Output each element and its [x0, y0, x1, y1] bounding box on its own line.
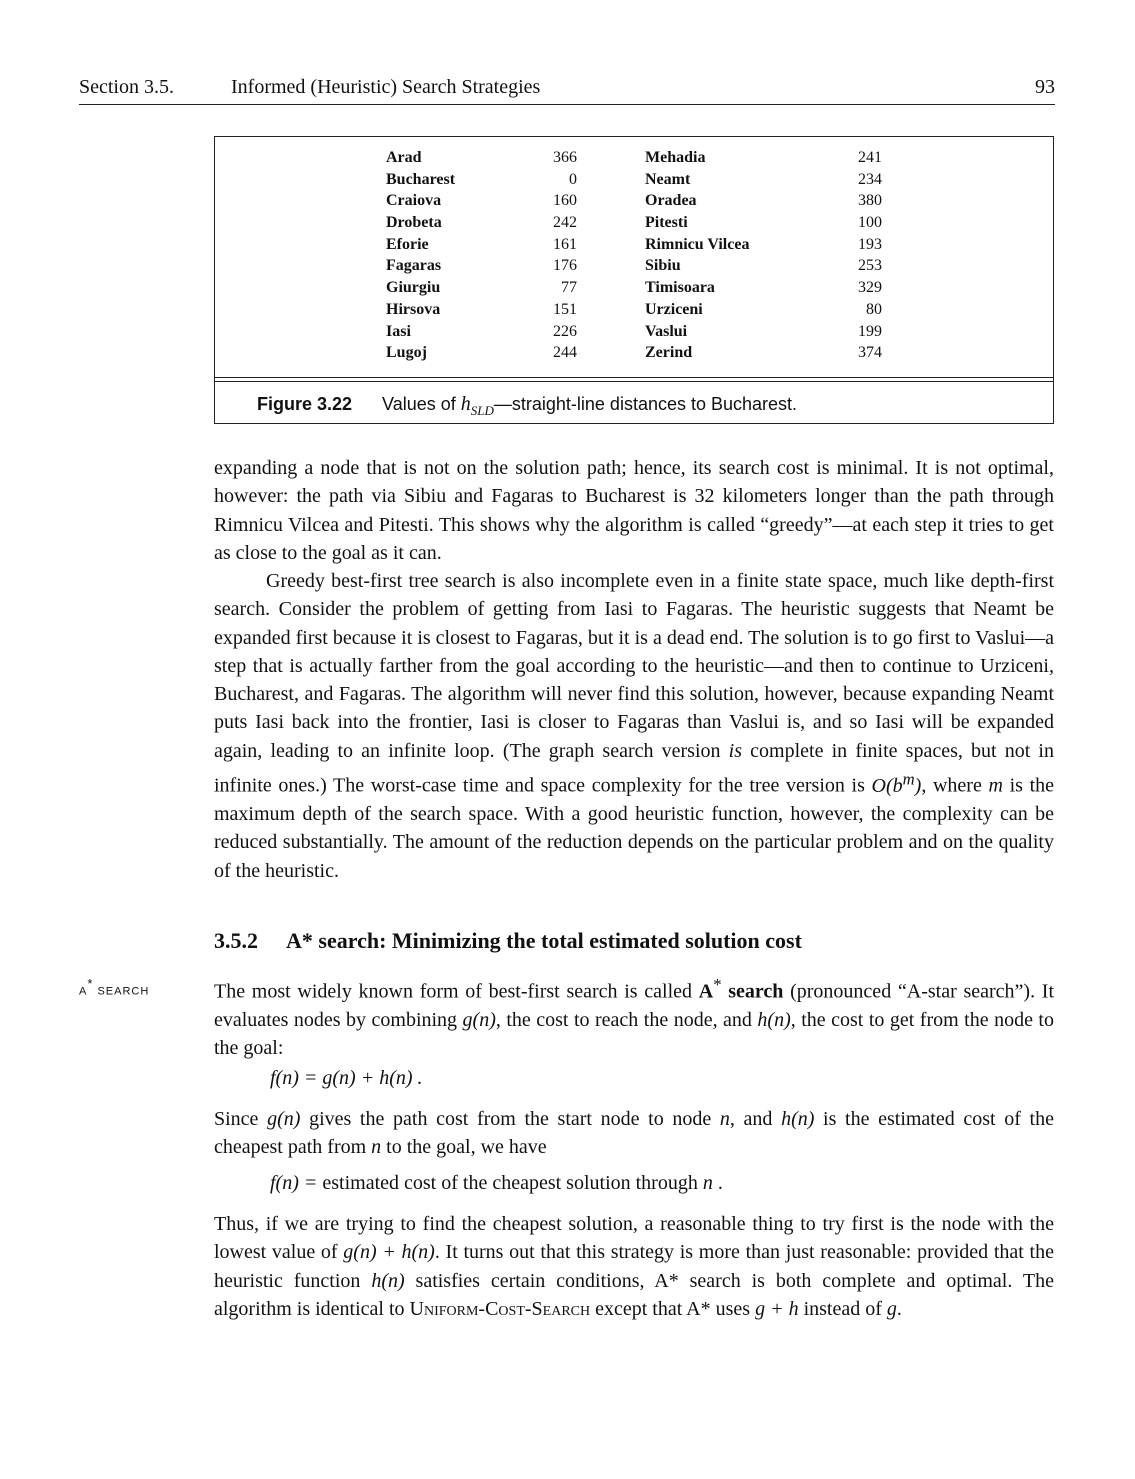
p5-text: instead of — [798, 1297, 887, 1320]
city-name: Urziceni — [645, 300, 703, 318]
paragraph-5 — [214, 1210, 1054, 1323]
city-name: Fagaras — [386, 257, 442, 275]
city-distance: 244 — [553, 344, 577, 362]
city-name: Zerind — [645, 344, 693, 362]
equation-f-n-estimate — [270, 1172, 723, 1195]
margin-search: SEARCH — [93, 985, 150, 998]
figure-divider — [215, 377, 1053, 378]
city-distance: 242 — [553, 214, 577, 232]
margin-note-a-star-search — [79, 978, 149, 998]
math-n: n — [371, 1136, 382, 1159]
city-distance: 0 — [569, 170, 577, 188]
city-distance: 100 — [858, 214, 882, 232]
figure-label: Figure 3.22 — [257, 394, 353, 414]
p2-text: complete in finite spaces, but not in infinite ones.) The worst-case time and space complexity for the tree version is — [214, 739, 1054, 797]
caption-pre: Values of — [382, 394, 461, 414]
uniform-cost-search-name: Uniform-Cost-Search — [409, 1297, 591, 1320]
city-name: Timisoara — [645, 279, 715, 297]
figure-3-22 — [214, 136, 1054, 424]
paragraph-4 — [214, 1105, 1054, 1162]
p2-text: is the maximum depth of the search space. With a good heuristic function, however, the complexity can be reduced substantially. The amount of the reduction depends on the particular problem and on the quality of the heuristic. — [214, 774, 1055, 882]
page-number: 93 — [1035, 76, 1055, 98]
p5-text: except that A* uses — [590, 1297, 756, 1320]
eq2-n: n — [702, 1172, 713, 1194]
math-n: n — [719, 1108, 730, 1130]
math-g-n: g(n) — [267, 1108, 301, 1130]
math-h-n: h(n) — [781, 1108, 815, 1130]
city-distance: 193 — [858, 235, 882, 253]
p4-text: is the estimated cost of the cheapest path from — [214, 1108, 1054, 1159]
p4-text: to the goal, we have — [381, 1136, 547, 1159]
sld-subscript: SLD — [470, 403, 494, 418]
margin-star: * — [87, 976, 94, 991]
p3-text: (pronounced “A-star search”). It evaluates nodes by combining — [214, 980, 1054, 1031]
p5-text: satisfies certain conditions, A* search is both complete and optimal. The algorithm is identical to — [214, 1269, 1054, 1320]
city-distance: 77 — [561, 279, 577, 297]
city-name: Iasi — [386, 322, 411, 340]
eq2-text: estimated cost of the cheapest solution through — [317, 1172, 703, 1194]
big-o-expression — [871, 769, 922, 797]
city-name: Vaslui — [645, 322, 688, 340]
eq2-lhs: f(n) = — [270, 1172, 318, 1194]
math-g-plus-h: g(n) + h(n) — [343, 1241, 435, 1264]
section-label: Section 3.5. — [79, 76, 174, 98]
hsld-symbol — [460, 393, 494, 418]
math-h-n: h(n) — [371, 1269, 405, 1292]
city-name: Lugoj — [386, 344, 427, 362]
equation-f-n: f(n) = g(n) + h(n) . — [270, 1067, 423, 1089]
city-name: Pitesti — [645, 214, 688, 232]
figure-divider — [215, 381, 1053, 382]
term-a: A — [698, 980, 714, 1003]
city-name: Giurgiu — [386, 279, 441, 297]
p3-text: , the cost to get from the node to the goal: — [214, 1008, 1054, 1060]
city-distance: 329 — [858, 279, 882, 297]
city-distance: 380 — [858, 192, 882, 210]
city-distance: 151 — [553, 300, 577, 318]
city-name: Arad — [386, 149, 422, 166]
p2-text: Greedy best-first tree search is also incomplete even in a finite state space, much like depth-first search. Consider the problem of getting from Iasi to Fagaras. The heuristic suggests that Neamt be expanded first because it is closest to Fagaras, but it is a dead end. The solution is to go first to Vaslui—a step that is actually farther from the goal according to the heuristic—and then to continue to Urziceni, Bucharest, and Fagaras. The algorithm will never find this solution, however, because expanding Neamt puts Iasi back into the frontier, Iasi is closer to Fagaras than Vaslui is, and so Iasi will be expanded again, leading to an infinite loop. (The graph search version — [214, 570, 1054, 762]
chapter-title: Informed (Heuristic) Search Strategies — [231, 76, 541, 98]
heading-number: 3.5.2 — [214, 928, 258, 953]
paragraph-2 — [214, 567, 1054, 885]
paragraph-1: expanding a node that is not on the solution path; hence, its search cost is minimal. It is not optimal, however: the path via Sibiu and Fagaras to Bucharest is 32 kilometers longer than the path through Rimnicu Vilcea and Pitesti. This shows why the algorithm is called “greedy”—at each step it tries to get as close to the goal as it can. — [214, 457, 1054, 564]
city-name: Craiova — [386, 192, 442, 210]
city-name: Sibiu — [645, 257, 681, 275]
h-symbol: h — [460, 393, 471, 415]
section-heading — [214, 928, 802, 954]
math-g-plus-h: g + h — [755, 1297, 799, 1320]
city-name: Hirsova — [386, 300, 441, 318]
city-name: Neamt — [645, 170, 691, 188]
city-name: Rimnicu Vilcea — [645, 235, 750, 253]
p4-text: , and — [729, 1108, 782, 1130]
city-name: Mehadia — [645, 149, 706, 166]
term-search: search — [721, 980, 784, 1003]
caption-post: —straight-line distances to Bucharest. — [493, 394, 798, 414]
city-name: Drobeta — [386, 214, 442, 232]
big-o: O(b — [871, 774, 903, 797]
math-g-n: g(n) — [462, 1008, 496, 1031]
running-head — [79, 74, 1055, 105]
city-distance: 161 — [553, 235, 577, 253]
city-name: Oradea — [645, 192, 697, 210]
city-distance: 160 — [553, 192, 577, 210]
p2-emphasis: is — [728, 739, 743, 762]
city-distance: 253 — [858, 257, 882, 275]
math-g: g — [886, 1297, 897, 1320]
city-name: Eforie — [386, 235, 429, 253]
city-name: Bucharest — [386, 170, 456, 188]
p4-text: Since — [214, 1108, 268, 1130]
city-distance: 234 — [858, 170, 882, 188]
eq2-end: . — [712, 1172, 723, 1194]
city-distance: 366 — [553, 149, 577, 166]
p4-text: gives the path cost from the start node to node — [300, 1108, 720, 1130]
big-o-close: ) — [914, 774, 922, 797]
city-distance: 374 — [858, 344, 882, 362]
exponent-m: m — [902, 769, 915, 789]
city-distance: 241 — [858, 149, 882, 166]
heading-text: A* search: Minimizing the total estimated solution cost — [286, 928, 802, 953]
p3-text: , the cost to reach the node, and — [495, 1008, 758, 1031]
var-m: m — [988, 774, 1003, 797]
p5-text: Thus, if we are trying to find the cheapest solution, a reasonable thing to try first is the node with the lowest value of — [214, 1213, 1054, 1264]
p3-text: The most widely known form of best-first search is called — [214, 980, 699, 1003]
city-distance: 226 — [553, 322, 577, 340]
term-star: * — [713, 975, 722, 994]
margin-a: A — [79, 985, 88, 998]
city-distance: 199 — [858, 322, 882, 340]
math-h-n: h(n) — [757, 1008, 791, 1031]
p5-text: . It turns out that this strategy is more than just reasonable: provided that the heuristic function — [214, 1241, 1054, 1292]
figure-caption — [257, 393, 797, 419]
p2-text: , where — [921, 774, 989, 797]
city-distance: 80 — [866, 300, 882, 318]
p5-text: . — [896, 1297, 902, 1320]
city-distance: 176 — [553, 257, 577, 275]
paragraph-3 — [214, 971, 1054, 1063]
